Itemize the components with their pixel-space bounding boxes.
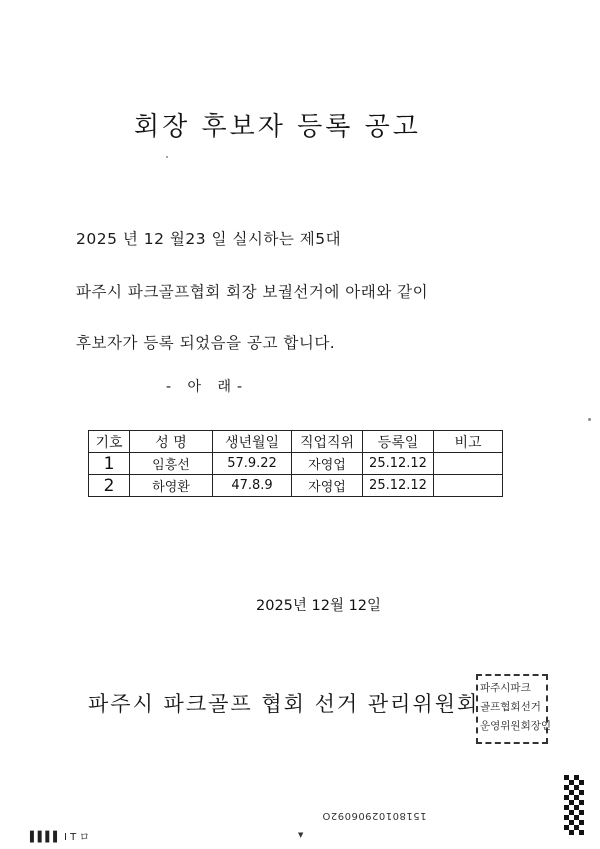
scan-speck	[588, 418, 591, 421]
header-occupation: 직업직위	[292, 431, 363, 453]
triangle-marker-icon: ▼	[298, 831, 304, 839]
scan-barcode-mark: ▌▌▌▌ I T ロ	[30, 832, 90, 843]
notice-line-3: 후보자가 등록 되었음을 공고 합니다.	[76, 334, 336, 352]
official-seal	[476, 674, 552, 744]
notice-line-2: 파주시 파크골프협회 회장 보궐선거에 아래와 같이	[76, 283, 429, 301]
candidate-number: 1	[89, 453, 130, 475]
serial-number: 15180102906092O	[322, 810, 427, 821]
candidate-occupation: 자영업	[292, 475, 363, 497]
checker-pattern-icon	[564, 775, 584, 839]
header-remarks: 비고	[434, 431, 503, 453]
table-row	[89, 453, 503, 475]
seal-line: 파주시파크	[480, 682, 531, 694]
candidate-birthdate: 47.8.9	[213, 475, 292, 497]
header-birthdate: 생년월일	[213, 431, 292, 453]
table-header-row	[89, 431, 503, 453]
notice-line-1: 2025 년 12 월23 일 실시하는 제5대	[76, 230, 342, 248]
header-registration-date: 등록일	[363, 431, 434, 453]
candidate-name: 임흥선	[130, 453, 213, 475]
candidate-remarks	[434, 475, 503, 497]
organization-name: 파주시 파크골프 협회 선거 관리위원회	[88, 692, 480, 716]
table-row	[89, 475, 503, 497]
section-heading: - 아 래-	[166, 379, 249, 395]
seal-line: 골프협회선거	[480, 701, 541, 713]
candidate-name: 하영환	[130, 475, 213, 497]
document-title: 회장 후보자 등록 공고	[134, 112, 421, 142]
header-name: 성 명	[130, 431, 213, 453]
candidate-occupation: 자영업	[292, 453, 363, 475]
candidate-table	[88, 430, 503, 497]
candidate-birthdate: 57.9.22	[213, 453, 292, 475]
notice-date: 2025년 12월 12일	[256, 598, 382, 614]
candidate-registration-date: 25.12.12	[363, 475, 434, 497]
candidate-registration-date: 25.12.12	[363, 453, 434, 475]
candidate-number: 2	[89, 475, 130, 497]
seal-line: 운영위원회장인	[480, 720, 552, 732]
header-number: 기호	[89, 431, 130, 453]
scan-speck	[166, 156, 168, 158]
candidate-remarks	[434, 453, 503, 475]
